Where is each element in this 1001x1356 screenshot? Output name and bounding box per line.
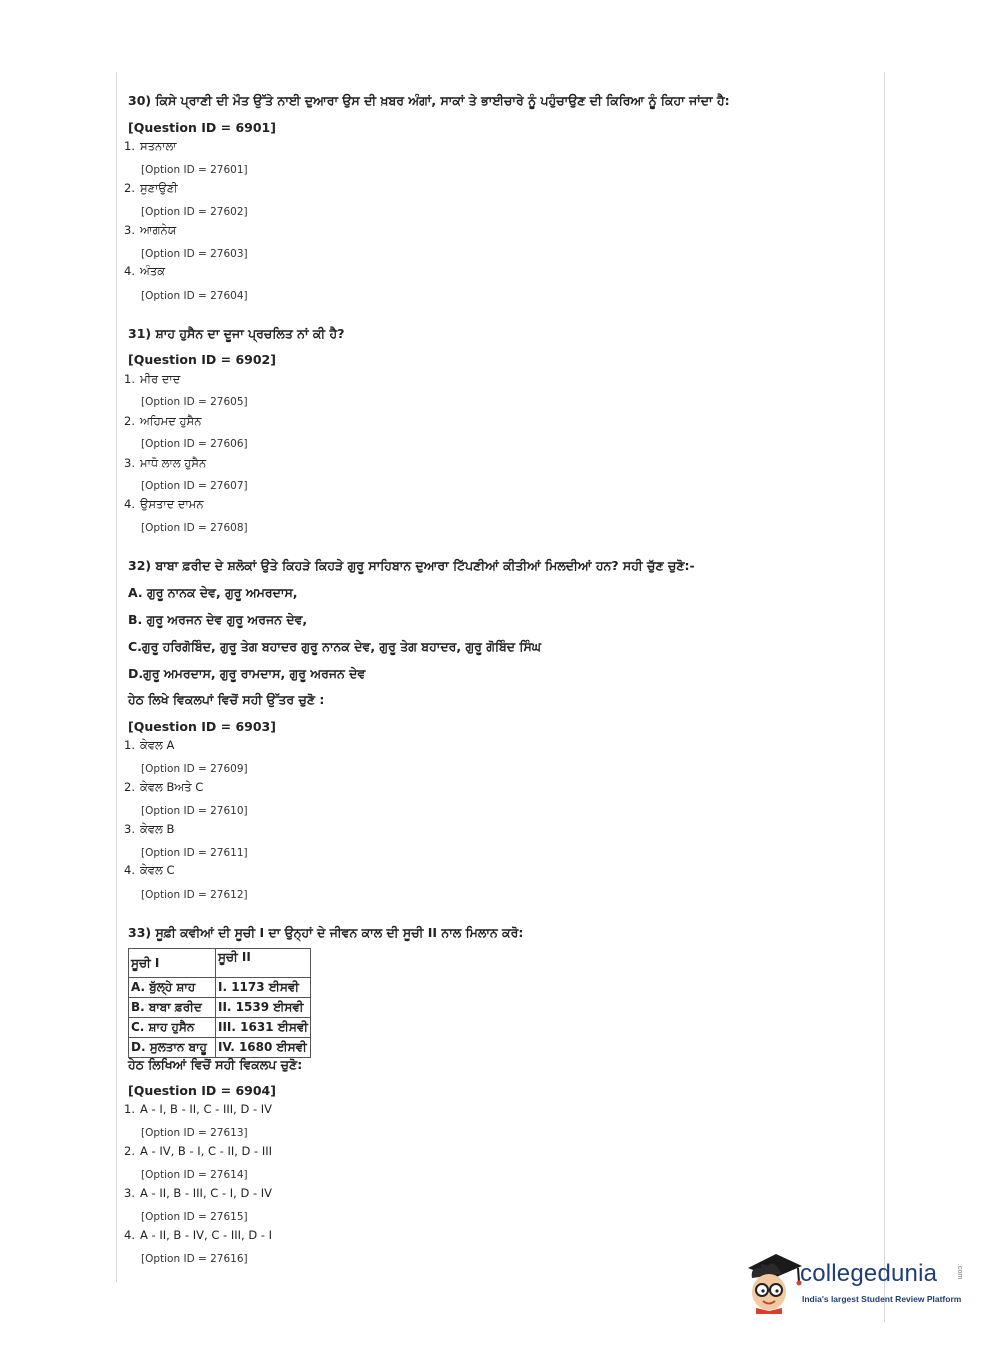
match-table-row xyxy=(129,1018,311,1038)
question-30-option-1[interactable]: 1. ਸਤਨਾਲਾ xyxy=(124,139,177,153)
collegedunia-logo[interactable] xyxy=(742,1248,968,1314)
page-border-left xyxy=(116,72,117,1282)
question-33-instruction: ਹੇਠ ਲਿਖਿਆਂ ਵਿਚੋਂ ਸਹੀ ਵਿਕਲਪ ਚੁਣੋ: xyxy=(128,1057,303,1072)
question-32-option-3-id: [Option ID = 27611] xyxy=(141,847,248,859)
question-33-id: [Question ID = 6904] xyxy=(128,1083,276,1098)
question-32-option-2[interactable]: 2. ਕੇਵਲ Bਅਤੇ C xyxy=(124,780,204,794)
match-table xyxy=(128,948,311,1058)
question-32-option-2-id: [Option ID = 27610] xyxy=(141,805,248,817)
logo-brand-text: collegedunia xyxy=(800,1260,938,1287)
match-table-cell: I. 1173 ਈਸਵੀ xyxy=(216,978,311,998)
logo-domain-suffix: .com xyxy=(956,1264,963,1280)
question-31-id: [Question ID = 6902] xyxy=(128,352,276,367)
match-table-header-list-1: ਸੂਚੀ I xyxy=(129,949,216,978)
question-30-option-3[interactable]: 3. ਆਗਨੇਯ xyxy=(124,223,177,237)
question-30-option-3-id: [Option ID = 27603] xyxy=(141,248,248,260)
question-31-option-4-id: [Option ID = 27608] xyxy=(141,522,248,534)
question-33-option-3-id: [Option ID = 27615] xyxy=(141,1211,248,1223)
match-table-cell: A. ਬੁੱਲ੍ਹੇ ਸ਼ਾਹ xyxy=(129,978,216,998)
question-31-text: 31) ਸ਼ਾਹ ਹੁਸੈਨ ਦਾ ਦੂਜਾ ਪ੍ਰਚਲਿਤ ਨਾਂ ਕੀ ਹੈ? xyxy=(128,326,345,341)
question-32-option-1[interactable]: 1. ਕੇਵਲ A xyxy=(124,738,175,752)
match-table-row xyxy=(129,1038,311,1058)
student-mascot-icon xyxy=(742,1248,804,1314)
question-33-option-2[interactable]: 2. A - IV, B - I, C - II, D - III xyxy=(124,1144,273,1158)
question-33-option-3[interactable]: 3. A - II, B - III, C - I, D - IV xyxy=(124,1186,273,1200)
match-table-header-list-2: ਸੂਚੀ II xyxy=(216,949,311,978)
question-32-option-3[interactable]: 3. ਕੇਵਲ B xyxy=(124,822,175,836)
question-32-option-1-id: [Option ID = 27609] xyxy=(141,763,248,775)
question-30-text: 30) ਕਿਸੇ ਪ੍ਰਾਣੀ ਦੀ ਮੌਤ ਉੱਤੇ ਨਾਈ ਦੁਆਰਾ ਉਸ ਦੀ ਖ਼ਬਰ ਅੰਗਾਂ, ਸਾਕਾਂ ਤੇ ਭਾਈਚਾਰੇ ਨੂੰ ਪਹੁੰਚਾਉਣ ਦੀ ਕਿਰਿਆ ਨੂੰ ਕਿਹਾ ਜਾਂਦਾ ਹੈ: xyxy=(128,93,730,108)
question-30-option-2[interactable]: 2. ਸੁਣਾਉਣੀ xyxy=(124,181,178,195)
match-table-cell: III. 1631 ਈਸਵੀ xyxy=(216,1018,311,1038)
question-30-option-4-id: [Option ID = 27604] xyxy=(141,290,248,302)
question-31-option-1[interactable]: 1. ਮੀਰ ਦਾਦ xyxy=(124,372,181,386)
question-31-option-1-id: [Option ID = 27605] xyxy=(141,396,248,408)
question-33-option-1-id: [Option ID = 27613] xyxy=(141,1127,248,1139)
match-table-header-row xyxy=(129,949,311,978)
match-table-cell: B. ਬਾਬਾ ਫ਼ਰੀਦ xyxy=(129,998,216,1018)
question-33-option-2-id: [Option ID = 27614] xyxy=(141,1169,248,1181)
question-30-option-2-id: [Option ID = 27602] xyxy=(141,206,248,218)
question-30-option-1-id: [Option ID = 27601] xyxy=(141,164,248,176)
question-30-option-4[interactable]: 4. ਅੰਤਕ xyxy=(124,264,166,278)
question-32-option-4[interactable]: 4. ਕੇਵਲ C xyxy=(124,863,175,877)
question-31-option-3[interactable]: 3. ਮਾਧੋ ਲਾਲ ਹੁਸੈਨ xyxy=(124,456,207,470)
question-33-option-1[interactable]: 1. A - I, B - II, C - III, D - IV xyxy=(124,1102,273,1116)
question-33-text: 33) ਸੂਫ਼ੀ ਕਵੀਆਂ ਦੀ ਸੂਚੀ I ਦਾ ਉਨ੍ਹਾਂ ਦੇ ਜੀਵਨ ਕਾਲ ਦੀ ਸੂਚੀ II ਨਾਲ ਮਿਲਾਨ ਕਰੋ: xyxy=(128,925,524,940)
question-33-option-4-id: [Option ID = 27616] xyxy=(141,1253,248,1265)
question-32-statement-a: A. ਗੁਰੂ ਨਾਨਕ ਦੇਵ, ਗੁਰੂ ਅਮਰਦਾਸ, xyxy=(128,585,298,600)
question-32-statement-b: B. ਗੁਰੂ ਅਰਜਨ ਦੇਵ ਗੁਰੂ ਅਰਜਨ ਦੇਵ, xyxy=(128,612,308,627)
match-table-cell: IV. 1680 ਈਸਵੀ xyxy=(216,1038,311,1058)
match-table-cell: D. ਸੁਲਤਾਨ ਬਾਹੂ xyxy=(129,1038,216,1058)
match-table-row xyxy=(129,998,311,1018)
question-32-text: 32) ਬਾਬਾ ਫ਼ਰੀਦ ਦੇ ਸ਼ਲੋਕਾਂ ਉਤੇ ਕਿਹੜੇ ਕਿਹੜੇ ਗੁਰੂ ਸਾਹਿਬਾਨ ਦੁਆਰਾ ਟਿੱਪਣੀਆਂ ਕੀਤੀਆਂ ਮਿਲਦੀਆਂ ਹਨ? ਸਹੀ ਚੁੱਣ ਚੁਣੋ:- xyxy=(128,558,695,573)
match-table-cell: C. ਸ਼ਾਹ ਹੁਸੈਨ xyxy=(129,1018,216,1038)
logo-tagline: India's largest Student Review Platform xyxy=(802,1294,962,1304)
question-33-option-4[interactable]: 4. A - II, B - IV, C - III, D - I xyxy=(124,1228,273,1242)
question-31-option-2-id: [Option ID = 27606] xyxy=(141,438,248,450)
question-32-statement-c: C.ਗੁਰੂ ਹਰਿਗੋਬਿੰਦ, ਗੁਰੂ ਤੇਗ ਬਹਾਦਰ ਗੁਰੂ ਨਾਨਕ ਦੇਵ, ਗੁਰੂ ਤੇਗ ਬਹਾਦਰ, ਗੁਰੂ ਗੋਬਿੰਦ ਸਿੰਘ xyxy=(128,639,542,654)
question-32-option-4-id: [Option ID = 27612] xyxy=(141,889,248,901)
question-32-id: [Question ID = 6903] xyxy=(128,719,276,734)
question-31-option-2[interactable]: 2. ਅਹਿਮਦ ਹੁਸੈਨ xyxy=(124,414,202,428)
question-31-option-3-id: [Option ID = 27607] xyxy=(141,480,248,492)
match-table-row xyxy=(129,978,311,998)
question-31-option-4[interactable]: 4. ਉਸਤਾਦ ਦਾਮਨ xyxy=(124,497,204,511)
match-table-cell: II. 1539 ਈਸਵੀ xyxy=(216,998,311,1018)
page-border-right xyxy=(884,72,885,1322)
question-32-statement-d: D.ਗੁਰੂ ਅਮਰਦਾਸ, ਗੁਰੂ ਰਾਮਦਾਸ, ਗੁਰੂ ਅਰਜਨ ਦੇਵ xyxy=(128,666,366,681)
question-32-instruction: ਹੇਠ ਲਿਖੇ ਵਿਕਲਪਾਂ ਵਿਚੋਂ ਸਹੀ ਉੱਤਰ ਚੁਣੋ : xyxy=(128,692,325,707)
question-30-id: [Question ID = 6901] xyxy=(128,120,276,135)
